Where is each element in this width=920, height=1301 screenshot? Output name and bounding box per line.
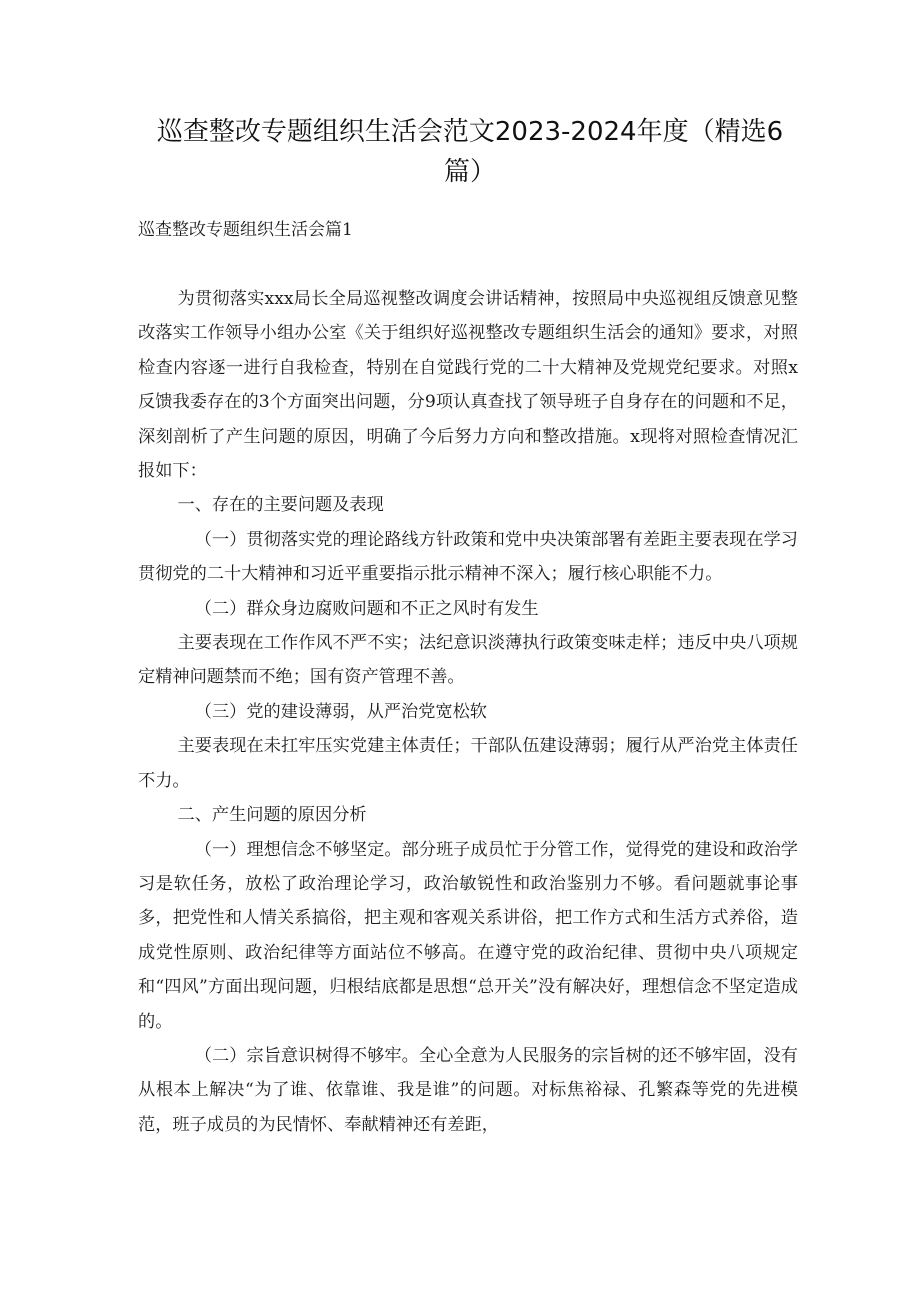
cause-1-paragraph: （一）理想信念不够坚定。部分班子成员忙于分管工作，觉得党的建设和政治学习是软任务，放松了政治理论学习，政治敏锐性和政治鉴别力不够。看问题就事论事多，把党性和人情关系搞俗，把主观和客观关系讲俗，把工作方式和生活方式养俗，造成党性原则、政治纪律等方面站位不够高。在遵守党的政治纪律、贯彻中央八项规定和“四风”方面出现问题，归根结底都是思想“总开关”没有解决好，理想信念不坚定造成的。	[138, 839, 798, 1032]
intro-paragraph: 为贯彻落实xxx局长全局巡视整改调度会讲话精神，按照局中央巡视组反馈意见整改落实工作领导小组办公室《关于组织好巡视整改专题组织生活会的通知》要求，对照检查内容逐一进行自我检查，特别在自觉践行党的二十大精神及党规党纪要求。对照x反馈我委存在的3个方面突出问题，分9项认真查找了领导班子自身存在的问题和不足，深刻剖析了产生问题的原因，明确了今后努力方向和整改措施。x现将对照检查情况汇报如下：	[138, 289, 798, 482]
problem-2-heading: （二）群众身边腐败问题和不正之风时有发生	[194, 598, 539, 619]
problem-2-paragraph: 主要表现在工作作风不严不实；法纪意识淡薄执行政策变味走样；违反中央八项规定精神问题禁而不绝；国有资产管理不善。	[138, 633, 798, 688]
section-label: 巡查整改专题组织生活会篇1	[138, 220, 353, 240]
heading-causes: 二、产生问题的原因分析	[177, 805, 367, 826]
problem-3-heading: （三）党的建设薄弱，从严治党宽松软	[194, 701, 487, 722]
document-title: 巡查整改专题组织生活会范文2023-2024年度（精选6篇）	[156, 117, 784, 187]
cause-2-paragraph: （二）宗旨意识树得不够牢。全心全意为人民服务的宗旨树的还不够牢固，没有从根本上解决“为了谁、依靠谁、我是谁”的问题。对标焦裕禄、孔繁森等党的先进模范，班子成员的为民情怀、奉献精神还有差距，	[138, 1045, 798, 1135]
heading-problems: 一、存在的主要问题及表现	[177, 495, 384, 516]
problem-1-paragraph: （一）贯彻落实党的理论路线方针政策和党中央决策部署有差距主要表现在学习贯彻党的二十大精神和习近平重要指示批示精神不深入；履行核心职能不力。	[138, 529, 798, 585]
document-body	[138, 282, 798, 1142]
problem-3-paragraph: 主要表现在未扛牢压实党建主体责任；干部队伍建设薄弱；履行从严治党主体责任不力。	[138, 736, 798, 791]
